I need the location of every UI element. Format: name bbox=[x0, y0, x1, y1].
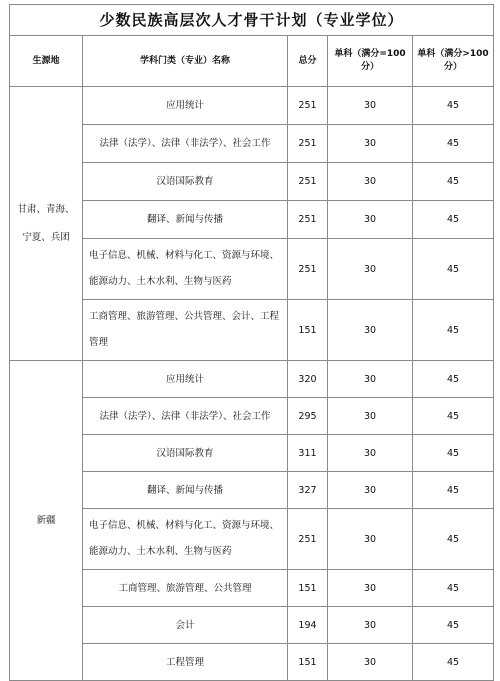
major-cell: 电子信息、机械、材料与化工、资源与环境、能源动力、土木水利、生物与医药 bbox=[83, 509, 288, 570]
table-row bbox=[10, 239, 494, 300]
score-table bbox=[9, 4, 494, 681]
total-cell: 251 bbox=[288, 125, 328, 163]
single-gt100-cell: 45 bbox=[413, 472, 494, 509]
table-row bbox=[10, 509, 494, 570]
total-cell: 251 bbox=[288, 509, 328, 570]
total-cell: 251 bbox=[288, 87, 328, 125]
table-row bbox=[10, 472, 494, 509]
header-row bbox=[10, 36, 494, 87]
header-single-gt100: 单科（满分>100分） bbox=[413, 36, 494, 87]
single-gt100-cell: 45 bbox=[413, 163, 494, 201]
total-cell: 151 bbox=[288, 300, 328, 361]
single-100-cell: 30 bbox=[328, 300, 413, 361]
major-cell: 汉语国际教育 bbox=[83, 435, 288, 472]
major-cell: 工商管理、旅游管理、公共管理 bbox=[83, 570, 288, 607]
single-100-cell: 30 bbox=[328, 201, 413, 239]
single-gt100-cell: 45 bbox=[413, 125, 494, 163]
major-cell: 翻译、新闻与传播 bbox=[83, 201, 288, 239]
single-100-cell: 30 bbox=[328, 472, 413, 509]
total-cell: 311 bbox=[288, 435, 328, 472]
header-total: 总分 bbox=[288, 36, 328, 87]
major-cell: 工程管理 bbox=[83, 644, 288, 681]
total-cell: 194 bbox=[288, 607, 328, 644]
single-100-cell: 30 bbox=[328, 435, 413, 472]
total-cell: 327 bbox=[288, 472, 328, 509]
single-gt100-cell: 45 bbox=[413, 239, 494, 300]
table-row bbox=[10, 570, 494, 607]
single-100-cell: 30 bbox=[328, 509, 413, 570]
single-100-cell: 30 bbox=[328, 607, 413, 644]
total-cell: 320 bbox=[288, 361, 328, 398]
single-gt100-cell: 45 bbox=[413, 435, 494, 472]
table-row bbox=[10, 201, 494, 239]
total-cell: 151 bbox=[288, 570, 328, 607]
table-row bbox=[10, 435, 494, 472]
region-cell: 甘肃、青海、宁夏、兵团 bbox=[10, 87, 83, 361]
major-cell: 法律（法学）、法律（非法学）、社会工作 bbox=[83, 398, 288, 435]
table-title: 少数民族高层次人才骨干计划（专业学位） bbox=[10, 5, 494, 36]
header-major: 学科门类（专业）名称 bbox=[83, 36, 288, 87]
header-single-100: 单科（满分=100分） bbox=[328, 36, 413, 87]
table-row bbox=[10, 163, 494, 201]
table-row bbox=[10, 87, 494, 125]
single-gt100-cell: 45 bbox=[413, 509, 494, 570]
major-cell: 应用统计 bbox=[83, 87, 288, 125]
single-gt100-cell: 45 bbox=[413, 644, 494, 681]
single-gt100-cell: 45 bbox=[413, 398, 494, 435]
single-gt100-cell: 45 bbox=[413, 300, 494, 361]
single-100-cell: 30 bbox=[328, 239, 413, 300]
total-cell: 251 bbox=[288, 239, 328, 300]
header-region: 生源地 bbox=[10, 36, 83, 87]
major-cell: 法律（法学）、法律（非法学）、社会工作 bbox=[83, 125, 288, 163]
major-cell: 翻译、新闻与传播 bbox=[83, 472, 288, 509]
single-gt100-cell: 45 bbox=[413, 201, 494, 239]
single-gt100-cell: 45 bbox=[413, 607, 494, 644]
single-100-cell: 30 bbox=[328, 87, 413, 125]
major-cell: 应用统计 bbox=[83, 361, 288, 398]
table-row bbox=[10, 607, 494, 644]
single-gt100-cell: 45 bbox=[413, 570, 494, 607]
major-cell: 电子信息、机械、材料与化工、资源与环境、能源动力、土木水利、生物与医药 bbox=[83, 239, 288, 300]
total-cell: 295 bbox=[288, 398, 328, 435]
major-cell: 汉语国际教育 bbox=[83, 163, 288, 201]
table-row bbox=[10, 361, 494, 398]
single-100-cell: 30 bbox=[328, 361, 413, 398]
single-gt100-cell: 45 bbox=[413, 87, 494, 125]
document bbox=[9, 4, 493, 681]
single-100-cell: 30 bbox=[328, 644, 413, 681]
total-cell: 251 bbox=[288, 163, 328, 201]
single-100-cell: 30 bbox=[328, 570, 413, 607]
table-row bbox=[10, 644, 494, 681]
single-100-cell: 30 bbox=[328, 125, 413, 163]
major-cell: 工商管理、旅游管理、公共管理、会计、工程管理 bbox=[83, 300, 288, 361]
table-row bbox=[10, 125, 494, 163]
table-row bbox=[10, 398, 494, 435]
major-cell: 会计 bbox=[83, 607, 288, 644]
single-100-cell: 30 bbox=[328, 398, 413, 435]
single-100-cell: 30 bbox=[328, 163, 413, 201]
total-cell: 151 bbox=[288, 644, 328, 681]
region-cell: 新疆 bbox=[10, 361, 83, 681]
table-row bbox=[10, 300, 494, 361]
total-cell: 251 bbox=[288, 201, 328, 239]
single-gt100-cell: 45 bbox=[413, 361, 494, 398]
